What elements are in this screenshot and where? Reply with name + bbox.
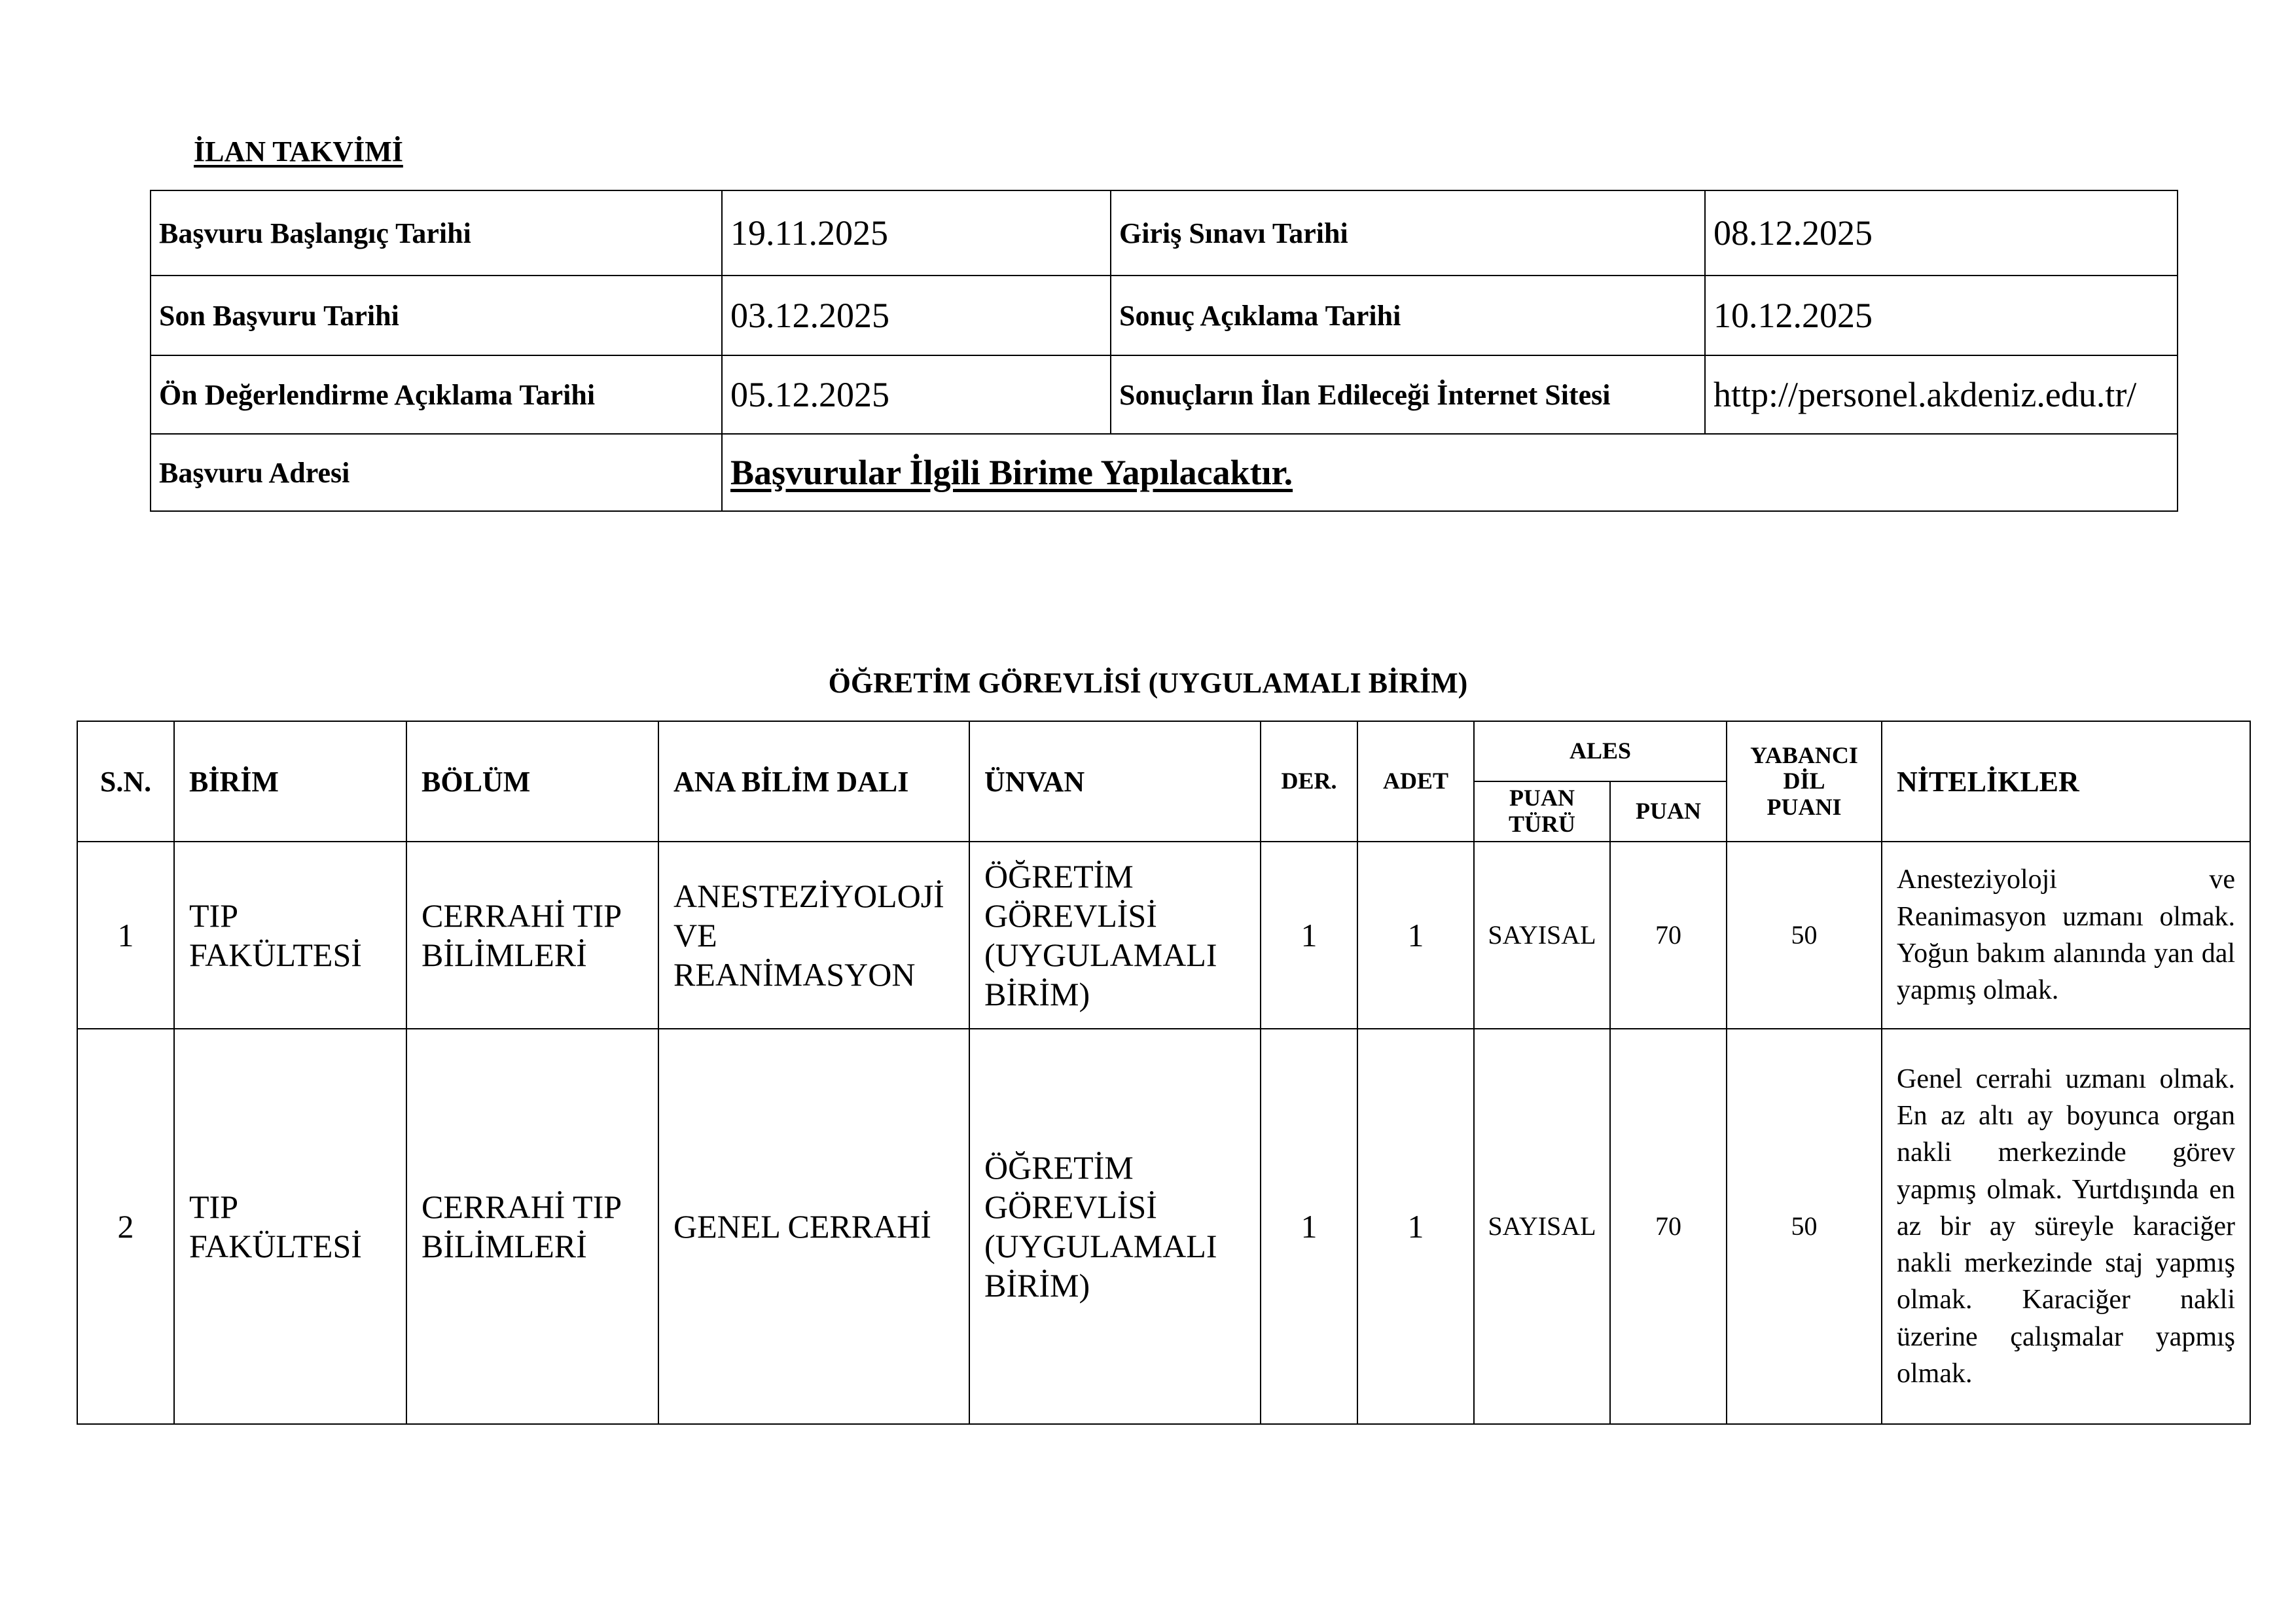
cell-adet: 1 xyxy=(1357,842,1474,1029)
address-value: Başvurular İlgili Birime Yapılacaktır. xyxy=(722,434,2178,511)
cell-puan-turu: SAYISAL xyxy=(1474,1029,1610,1424)
cell-unvan: ÖĞRETİM GÖREVLİSİ (UYGULAMALI BİRİM) xyxy=(969,842,1261,1029)
table-row xyxy=(77,842,2250,1029)
cell-sn: 2 xyxy=(77,1029,174,1424)
calendar-value: 10.12.2025 xyxy=(1705,276,2178,355)
cell-ana-bilim-dali: GENEL CERRAHİ xyxy=(658,1029,969,1424)
calendar-title: İLAN TAKVİMİ xyxy=(194,135,403,168)
cell-der: 1 xyxy=(1261,1029,1357,1424)
calendar-value: 03.12.2025 xyxy=(722,276,1111,355)
cell-bolum: CERRAHİ TIP BİLİMLERİ xyxy=(406,842,658,1029)
header-adet: ADET xyxy=(1357,721,1474,842)
calendar-label: Giriş Sınavı Tarihi xyxy=(1111,190,1705,276)
header-birim: BİRİM xyxy=(174,721,406,842)
cell-sn: 1 xyxy=(77,842,174,1029)
calendar-table xyxy=(150,190,2178,512)
cell-bolum: CERRAHİ TIP BİLİMLERİ xyxy=(406,1029,658,1424)
cell-yabanci-dil: 50 xyxy=(1727,842,1882,1029)
cell-adet: 1 xyxy=(1357,1029,1474,1424)
positions-title: ÖĞRETİM GÖREVLİSİ (UYGULAMALI BİRİM) xyxy=(828,667,1468,699)
calendar-value: 05.12.2025 xyxy=(722,355,1111,434)
table-row xyxy=(77,1029,2250,1424)
header-nitelikler: NİTELİKLER xyxy=(1882,721,2250,842)
header-unvan: ÜNVAN xyxy=(969,721,1261,842)
header-ales: ALES xyxy=(1474,721,1727,781)
calendar-row xyxy=(151,434,2178,511)
cell-der: 1 xyxy=(1261,842,1357,1029)
cell-yabanci-dil: 50 xyxy=(1727,1029,1882,1424)
cell-puan: 70 xyxy=(1610,1029,1727,1424)
calendar-row xyxy=(151,276,2178,355)
cell-puan: 70 xyxy=(1610,842,1727,1029)
calendar-row xyxy=(151,190,2178,276)
calendar-row xyxy=(151,355,2178,434)
calendar-label: Son Başvuru Tarihi xyxy=(151,276,722,355)
calendar-value: 19.11.2025 xyxy=(722,190,1111,276)
cell-ana-bilim-dali: ANESTEZİYOLOJİ VE REANİMASYON xyxy=(658,842,969,1029)
cell-puan-turu: SAYISAL xyxy=(1474,842,1610,1029)
header-yabanci-dil: YABANCI DİL PUANI xyxy=(1727,721,1882,842)
header-puan: PUAN xyxy=(1610,781,1727,842)
calendar-value: 08.12.2025 xyxy=(1705,190,2178,276)
website-link[interactable]: http://personel.akdeniz.edu.tr/ xyxy=(1705,355,2178,434)
cell-birim: TIP FAKÜLTESİ xyxy=(174,1029,406,1424)
header-row xyxy=(77,721,2250,781)
cell-unvan: ÖĞRETİM GÖREVLİSİ (UYGULAMALI BİRİM) xyxy=(969,1029,1261,1424)
header-puan-turu: PUAN TÜRÜ xyxy=(1474,781,1610,842)
header-ana-bilim-dali: ANA BİLİM DALI xyxy=(658,721,969,842)
calendar-label: Başvuru Başlangıç Tarihi xyxy=(151,190,722,276)
address-label: Başvuru Adresi xyxy=(151,434,722,511)
calendar-label: Sonuç Açıklama Tarihi xyxy=(1111,276,1705,355)
cell-nitelikler: Genel cerrahi uzmanı olmak. En az altı ay boyunca organ nakli merkezinde görev yapmış olmak. Yurtdışında en az bir ay süreyle karaciğer nakli merkezinde staj yapmış olmak. Karaciğer nakli üzerine çalışmalar yapmış olmak. xyxy=(1882,1029,2250,1424)
header-sn: S.N. xyxy=(77,721,174,842)
header-bolum: BÖLÜM xyxy=(406,721,658,842)
calendar-label: Sonuçların İlan Edileceği İnternet Sitesi xyxy=(1111,355,1705,434)
positions-table xyxy=(77,721,2251,1425)
header-der: DER. xyxy=(1261,721,1357,842)
cell-nitelikler: Anesteziyoloji ve Reanimasyon uzmanı olmak. Yoğun bakım alanında yan dal yapmış olmak. xyxy=(1882,842,2250,1029)
cell-birim: TIP FAKÜLTESİ xyxy=(174,842,406,1029)
calendar-label: Ön Değerlendirme Açıklama Tarihi xyxy=(151,355,722,434)
